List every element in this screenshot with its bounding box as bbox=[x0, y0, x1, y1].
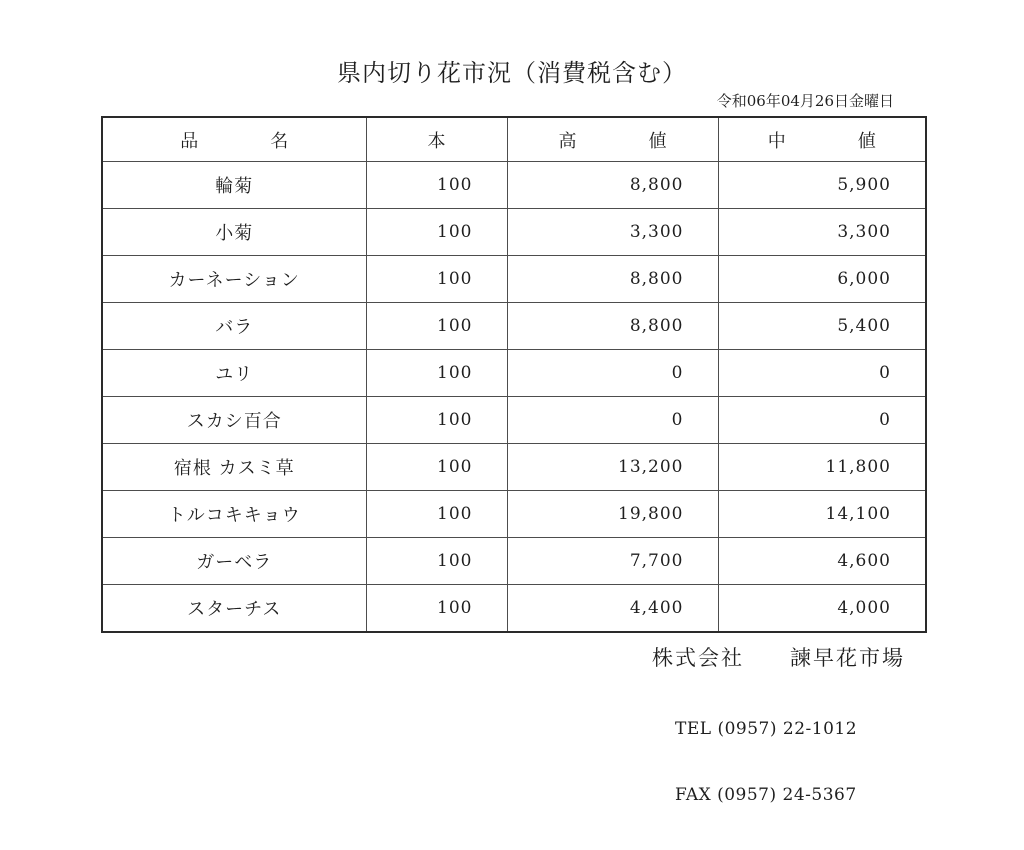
contact-block bbox=[652, 674, 905, 850]
quantity-cell: 100 bbox=[366, 256, 507, 303]
table-row bbox=[103, 350, 925, 397]
item-name-cell: ガーベラ bbox=[103, 538, 366, 585]
mid-price-cell: 0 bbox=[718, 397, 925, 444]
table-row bbox=[103, 538, 925, 585]
mid-price-cell: 5,900 bbox=[718, 162, 925, 209]
mid-price-cell: 14,100 bbox=[718, 491, 925, 538]
table-row bbox=[103, 585, 925, 632]
item-name-cell: トルコキキョウ bbox=[103, 491, 366, 538]
table-row bbox=[103, 444, 925, 491]
item-name-cell: 小菊 bbox=[103, 209, 366, 256]
table-row bbox=[103, 491, 925, 538]
quantity-cell: 100 bbox=[366, 350, 507, 397]
footer bbox=[652, 642, 905, 850]
item-name-cell: ユリ bbox=[103, 350, 366, 397]
table-row bbox=[103, 209, 925, 256]
table-header-row bbox=[103, 118, 925, 162]
high-price-cell: 4,400 bbox=[507, 585, 718, 632]
high-price-cell: 13,200 bbox=[507, 444, 718, 491]
quantity-cell: 100 bbox=[366, 303, 507, 350]
item-name-cell: 宿根 カスミ草 bbox=[103, 444, 366, 491]
item-name-cell: バラ bbox=[103, 303, 366, 350]
quantity-cell: 100 bbox=[366, 162, 507, 209]
fax-line: FAX (0957) 24-5367 bbox=[675, 785, 857, 805]
high-price-cell: 8,800 bbox=[507, 256, 718, 303]
high-price-cell: 0 bbox=[507, 397, 718, 444]
quantity-cell: 100 bbox=[366, 491, 507, 538]
header-quantity: 本 bbox=[366, 118, 507, 162]
company-name: 株式会社 諫早花市場 bbox=[652, 646, 905, 670]
header-high-price: 高 値 bbox=[507, 118, 718, 162]
quantity-cell: 100 bbox=[366, 538, 507, 585]
table-row bbox=[103, 397, 925, 444]
quantity-cell: 100 bbox=[366, 444, 507, 491]
mid-price-cell: 11,800 bbox=[718, 444, 925, 491]
mid-price-cell: 5,400 bbox=[718, 303, 925, 350]
tel-line: TEL (0957) 22-1012 bbox=[675, 719, 858, 739]
mid-price-cell: 3,300 bbox=[718, 209, 925, 256]
high-price-cell: 8,800 bbox=[507, 162, 718, 209]
high-price-cell: 19,800 bbox=[507, 491, 718, 538]
high-price-cell: 3,300 bbox=[507, 209, 718, 256]
quantity-cell: 100 bbox=[366, 585, 507, 632]
table-row bbox=[103, 303, 925, 350]
price-table bbox=[103, 118, 925, 631]
mid-price-cell: 6,000 bbox=[718, 256, 925, 303]
price-table-body bbox=[103, 162, 925, 632]
table-row bbox=[103, 162, 925, 209]
date-line: 令和06年04月26日金曜日 bbox=[716, 92, 894, 110]
item-name-cell: カーネーション bbox=[103, 256, 366, 303]
item-name-cell: スターチス bbox=[103, 585, 366, 632]
high-price-cell: 8,800 bbox=[507, 303, 718, 350]
mid-price-cell: 0 bbox=[718, 350, 925, 397]
quantity-cell: 100 bbox=[366, 397, 507, 444]
high-price-cell: 0 bbox=[507, 350, 718, 397]
mid-price-cell: 4,000 bbox=[837, 598, 891, 618]
price-table-frame bbox=[101, 116, 927, 633]
page-title: 県内切り花市況（消費税含む） bbox=[337, 59, 687, 87]
quantity-cell: 100 bbox=[366, 209, 507, 256]
high-price-cell: 7,700 bbox=[507, 538, 718, 585]
table-row bbox=[103, 256, 925, 303]
header-mid-price: 中 値 bbox=[718, 118, 925, 162]
item-name-cell: 輪菊 bbox=[103, 162, 366, 209]
item-name-cell: スカシ百合 bbox=[103, 397, 366, 444]
header-item-name: 品 名 bbox=[103, 118, 366, 162]
mid-price-cell: 4,600 bbox=[718, 538, 925, 585]
